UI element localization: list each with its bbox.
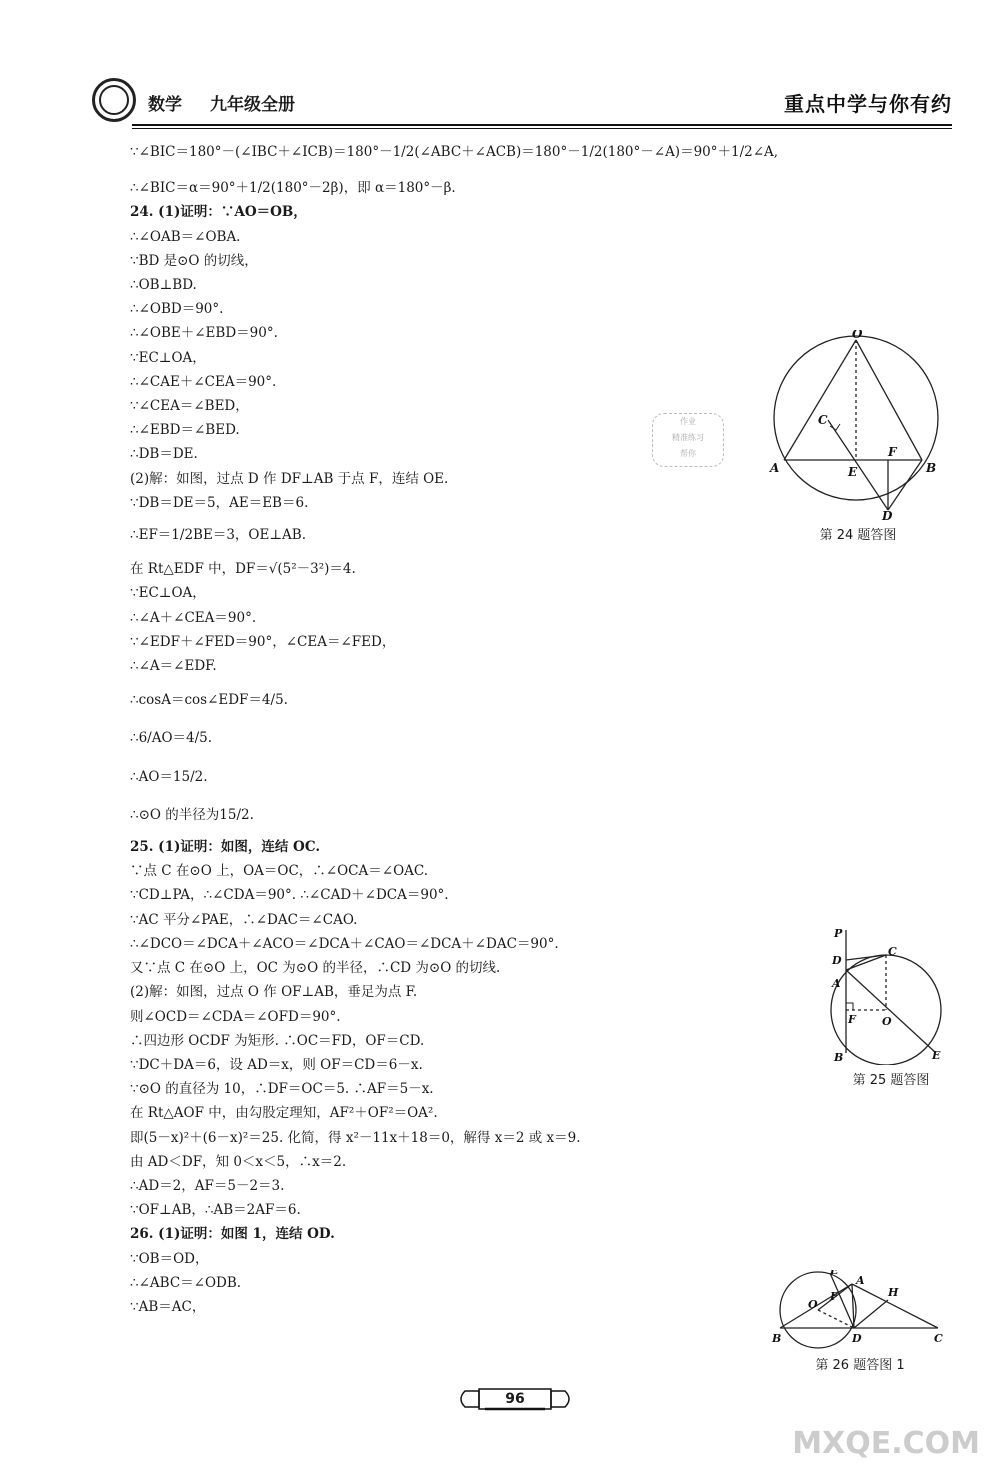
text-line: ∵AB＝AC， [130,1298,206,1315]
page-footer [455,1385,575,1413]
text-line: ∵∠CEA＝∠BED， [130,398,249,415]
figure-24-diagram [768,330,948,520]
figure-24-caption: 第 24 题答图 [819,528,897,543]
question-24-heading: 24. (1)证明：∵AO＝OB， [130,204,307,221]
label-O: O [852,330,863,341]
text-line: ∵⊙O 的直径为 10，∴DF＝OC＝5. ∴AF＝5－x. [130,1081,434,1098]
school-logo-icon [92,78,136,122]
label-B: B [772,1332,782,1345]
label-E: E [932,1049,941,1062]
label-B: B [926,461,937,475]
question-26-heading: 26. (1)证明：如图 1，连结 OD. [130,1226,335,1243]
text-line: ∴⊙O 的半径为15/2. [130,806,254,823]
text-line: ∴∠OBE＋∠EBD＝90°. [130,325,278,342]
label-C: C [888,945,897,958]
header-subject: 数学 [148,95,182,115]
text-line: ∵DC＋DA＝6，设 AD＝x，则 OF＝CD＝6－x. [130,1056,423,1073]
text-line: 在 Rt△AOF 中，由勾股定理知，AF²＋OF²＝OA². [130,1105,438,1122]
text-line: (2)解：如图，过点 D 作 DF⊥AB 于点 F，连结 OE. [130,470,449,487]
stamp-line: 帮你 [680,449,696,458]
text-line: ∴OB⊥BD. [130,277,197,294]
text-line: ∴cosA＝cos∠EDF＝4/5. [130,692,288,709]
figure-25-caption: 第 25 题答图 [852,1073,930,1088]
figure-26-caption: 第 26 题答图 1 [815,1358,905,1373]
text-line: ∴∠DCO＝∠DCA＋∠ACO＝∠DCA＋∠CAO＝∠DCA＋∠DAC＝90°. [130,935,559,952]
text-line: 由 AD＜DF，知 0＜x＜5，∴x＝2. [130,1153,347,1170]
label-A: A [832,977,841,990]
text-line: ∴∠A＝∠EDF. [130,658,217,675]
text-line: ∵∠BIC＝180°－(∠IBC＋∠ICB)＝180°－1/2(∠ABC＋∠ACB)＝180°－1/2(180°－∠A)＝90°＋1/2∠A, [130,144,779,160]
stamp-line: 作业 [680,417,696,426]
label-C: C [934,1332,943,1345]
text-line: ∴6/AO＝4/5. [130,730,213,747]
label-A: A [856,1274,865,1287]
figure-25-diagram [826,925,956,1065]
solution-text [130,140,779,1319]
text-line: ∴AO＝15/2. [130,768,208,785]
label-F: F [848,1013,856,1026]
label-O: O [882,1015,892,1028]
figure-26 [770,1270,950,1373]
label-A: A [770,461,780,475]
text-line: ∵EC⊥OA， [130,585,206,602]
text-line: ∵EC⊥OA， [130,349,206,366]
label-B: B [834,1051,844,1064]
page-number: 96 [505,1391,525,1407]
label-O: O [808,1298,818,1311]
text-line: ∴∠A＋∠CEA＝90°. [130,609,257,626]
text-line: 又∵点 C 在⊙O 上，OC 为⊙O 的半径，∴CD 为⊙O 的切线. [130,960,501,977]
text-line: ∴∠OBD＝90°. [130,301,224,318]
text-line: ∴∠OAB＝∠OBA. [130,228,241,245]
text-line: ∵OF⊥AB，∴AB＝2AF＝6. [130,1202,301,1219]
homework-stamp [652,413,724,467]
question-25-heading: 25. (1)证明：如图，连结 OC. [130,839,321,856]
label-H: H [888,1286,899,1299]
header-rule-thin [132,128,952,129]
label-D: D [882,509,893,520]
text-line: ∴∠BIC＝α＝90°＋1/2(180°－2β)，即 α＝180°－β. [130,180,456,197]
text-line: ∵点 C 在⊙O 上，OA＝OC，∴∠OCA＝∠OAC. [130,863,429,880]
text-line: ∴∠EBD＝∠BED. [130,422,240,439]
label-E: E [848,465,858,479]
text-line: ∴AD＝2，AF＝5－2＝3. [130,1177,285,1194]
label-C: C [818,413,828,427]
label-D: D [832,954,842,967]
site-watermark: MXQE.COM [792,1426,980,1461]
text-line: ∵BD 是⊙O 的切线， [130,252,258,269]
figure-26-diagram [770,1270,950,1350]
text-line: ∴DB＝DE. [130,446,198,463]
text-line: ∵∠EDF＋∠FED＝90°，∠CEA＝∠FED， [130,633,396,650]
text-line: ∵CD⊥PA，∴∠CDA＝90°. ∴∠CAD＋∠DCA＝90°. [130,887,449,904]
label-F: F [888,445,897,459]
text-line: ∵OB＝OD， [130,1250,209,1267]
header-grade: 九年级全册 [210,95,295,115]
text-line: 则∠OCD＝∠CDA＝∠OFD＝90°. [130,1008,341,1025]
header-rule [132,124,952,126]
page-header [92,78,952,130]
label-F: F [830,1290,838,1303]
text-line: ∵DB＝DE＝5，AE＝EB＝6. [130,494,309,511]
label-P: P [834,927,843,940]
stamp-line: 精准练习 [672,433,704,442]
figure-25 [826,925,956,1088]
text-line: ∴∠CAE＋∠CEA＝90°. [130,373,277,390]
text-line: 即(5－x)²＋(6－x)²＝25. 化简，得 x²－11x＋18＝0，解得 x＝2 或 x＝9. [130,1129,581,1146]
header-brand: 重点中学与你有约 [784,92,952,116]
text-line: ∴四边形 OCDF 为矩形. ∴OC＝FD，OF＝CD. [130,1032,425,1049]
text-line: 在 Rt△EDF 中，DF＝√(5²－3²)＝4. [130,561,356,578]
text-line: (2)解：如图，过点 O 作 OF⊥AB，垂足为点 F. [130,984,418,1001]
text-line: ∴∠ABC＝∠ODB. [130,1274,242,1291]
label-E: E [830,1270,839,1277]
text-line: ∵AC 平分∠PAE，∴∠DAC＝∠CAO. [130,911,358,928]
figure-24 [768,330,948,543]
label-D: D [852,1332,862,1345]
text-line: ∴EF＝1/2BE＝3，OE⊥AB. [130,527,306,544]
